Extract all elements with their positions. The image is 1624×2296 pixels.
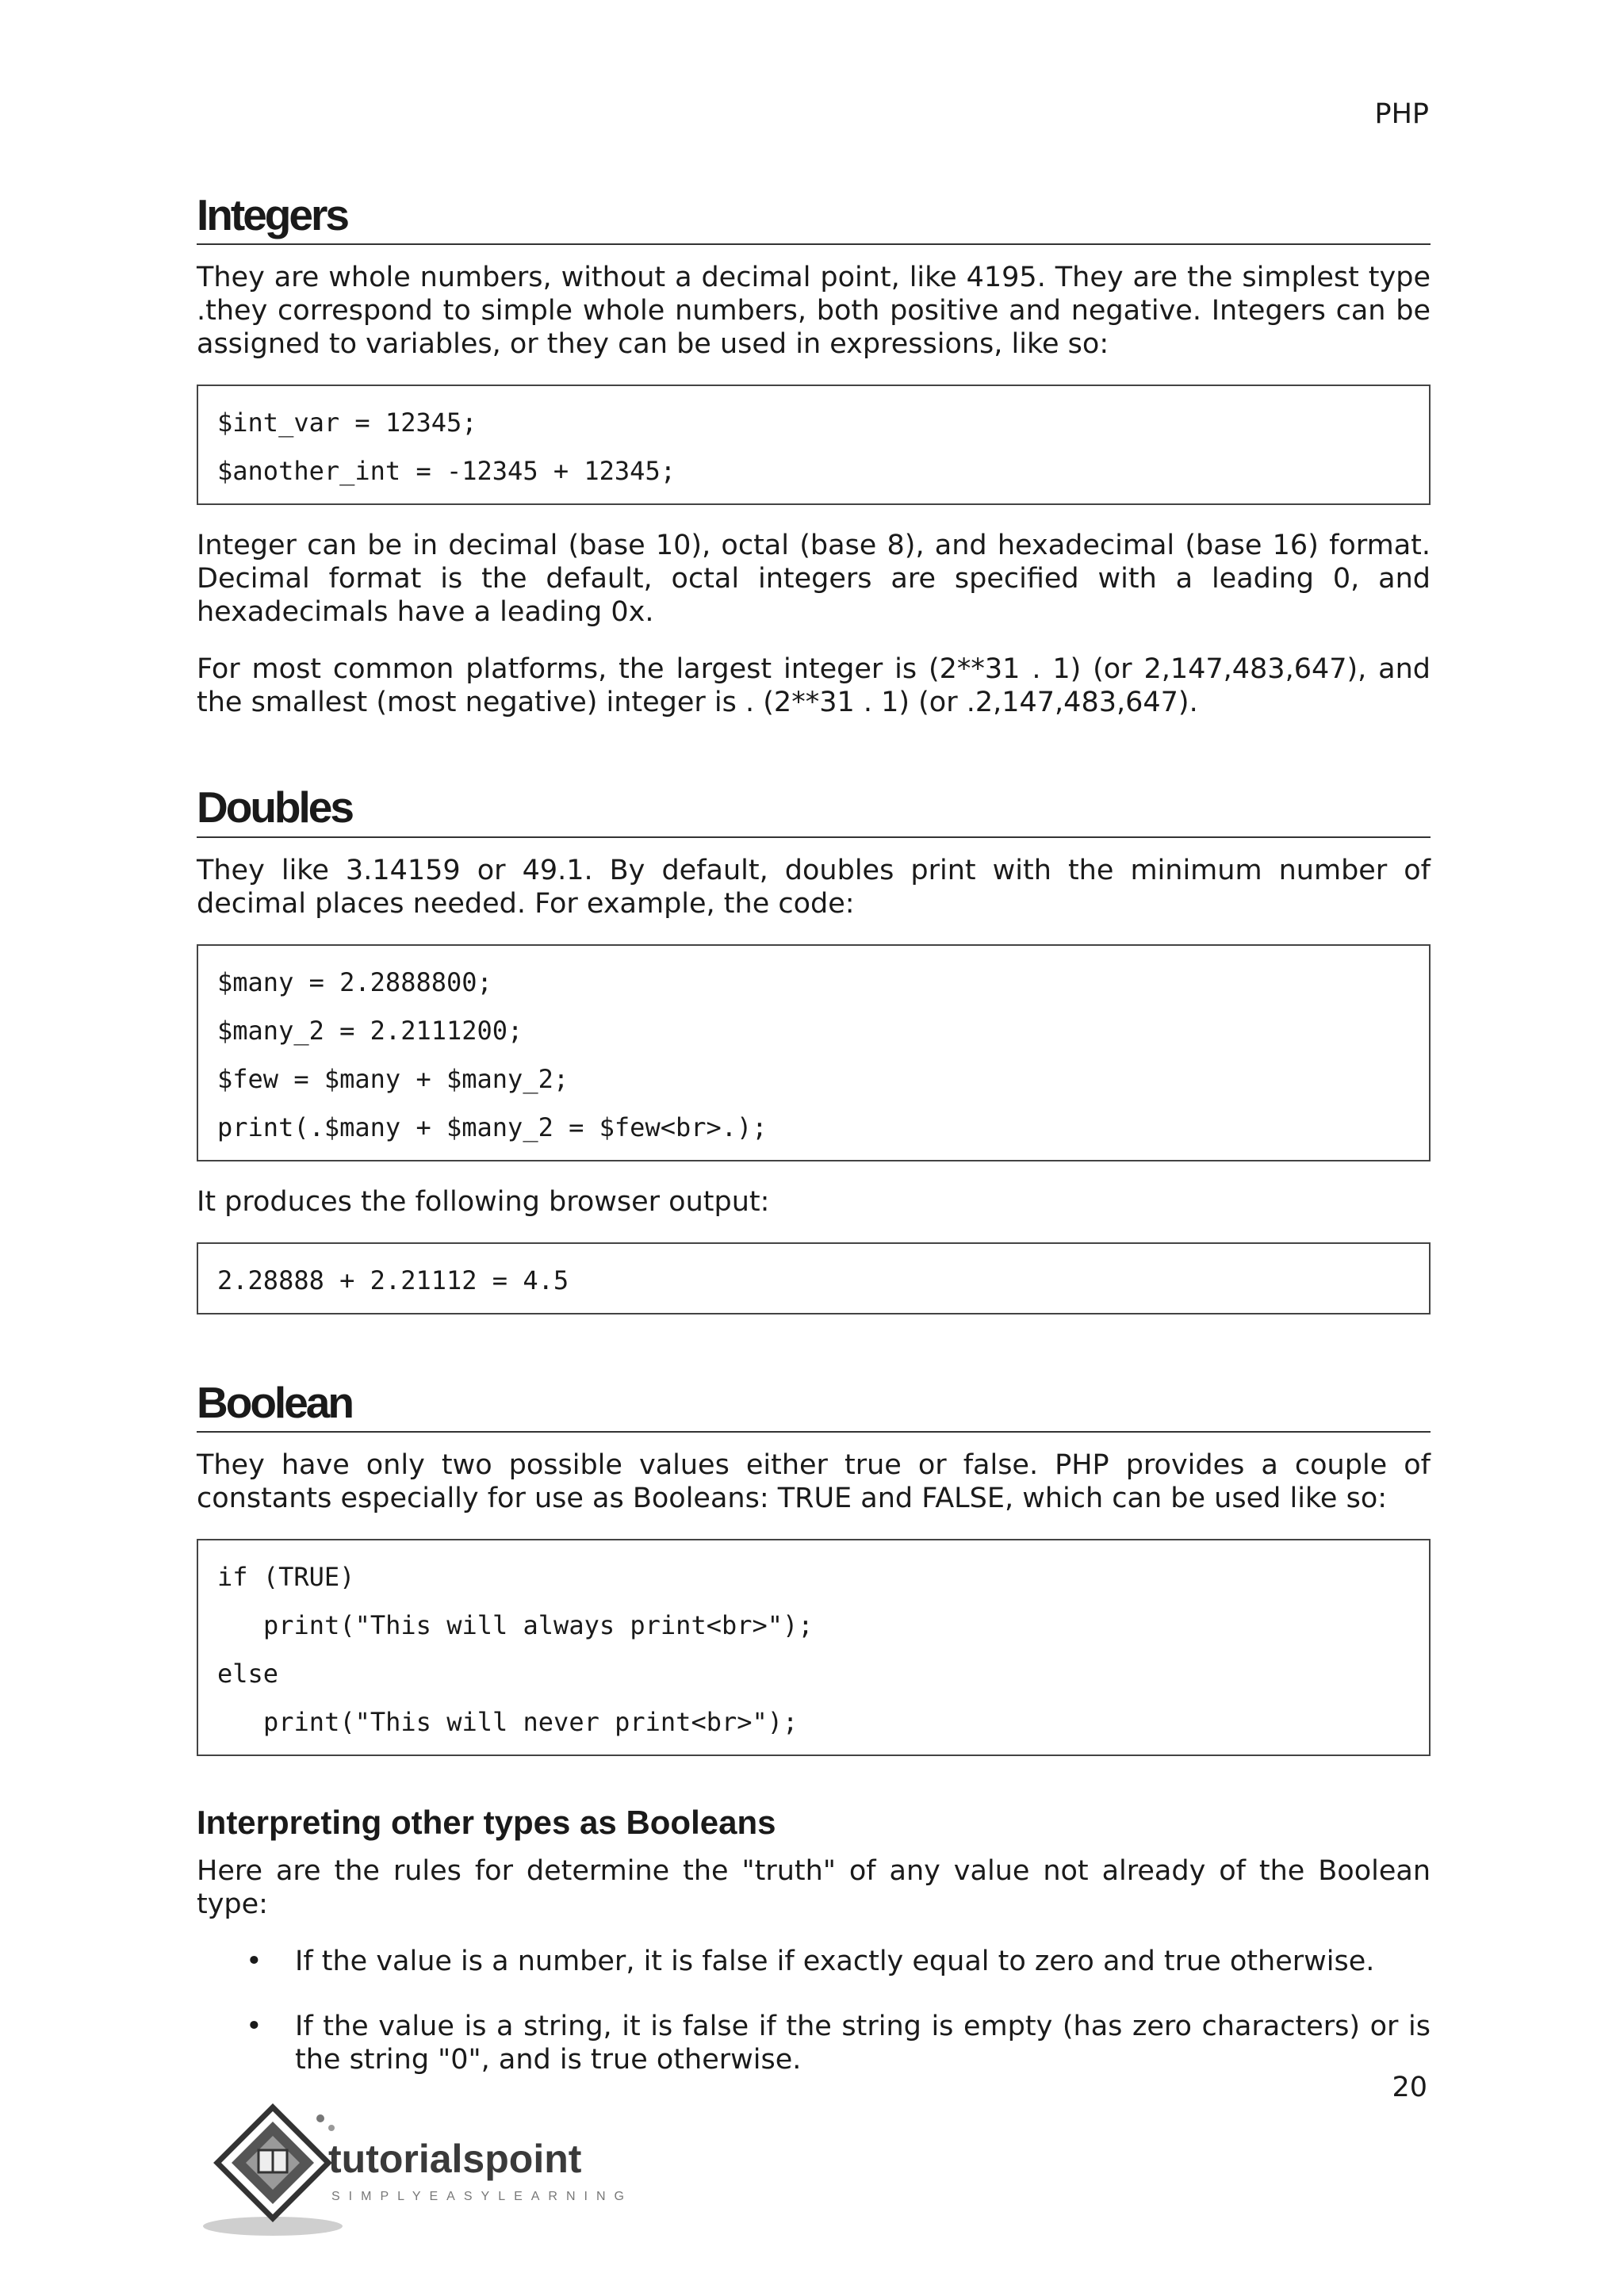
code-line: else <box>217 1658 279 1689</box>
integers-range: For most common platforms, the largest integer is (2**31 . 1) (or 2,147,483,647), and the smallest (most negative) integer is . (2**31 . 1) (or .2,147,483,647). <box>197 653 1431 719</box>
section-title-integers: Integers <box>197 190 1431 245</box>
code-line: if (TRUE) <box>217 1561 355 1592</box>
logo-tagline: SIMPLYEASYLEARNING <box>331 2190 633 2203</box>
code-line: $many = 2.2888800; <box>217 966 492 997</box>
code-block-doubles <box>197 944 1431 1161</box>
code-line: print(.$many + $many_2 = $few<br>.); <box>217 1112 768 1142</box>
code-line: print("This will always print<br>"); <box>263 1609 814 1640</box>
integers-formats: Integer can be in decimal (base 10), octal (base 8), and hexadecimal (base 16) format. Decimal format is the default, octal integers are specified with a leading 0, and hexadecimals have a leading 0x. <box>197 530 1431 629</box>
code-line: $int_var = 12345; <box>217 408 477 438</box>
integers-intro: They are whole numbers, without a decimal point, like 4195. They are the simplest type .they correspond to simple whole numbers, both positive and negative. Integers can be assigned to variables, or they can be used in expressions, like so: <box>197 262 1431 361</box>
section-title-doubles: Doubles <box>197 783 1431 837</box>
code-block-integers <box>197 385 1431 505</box>
list-item-text: If the value is a number, it is false if exactly equal to zero and true otherwise. <box>295 1945 1375 1977</box>
code-block-boolean <box>197 1539 1431 1756</box>
subsection-title: Interpreting other types as Booleans <box>197 1803 776 1841</box>
output-block-doubles <box>197 1242 1431 1314</box>
doubles-output-intro: It produces the following browser output: <box>197 1185 770 1218</box>
list-item <box>197 1945 1431 1978</box>
code-line: $many_2 = 2.2111200; <box>217 1015 523 1046</box>
page-content <box>197 190 1431 2108</box>
output-line: 2.28888 + 2.21112 = 4.5 <box>217 1265 569 1295</box>
doubles-intro: They like 3.14159 or 49.1. By default, doubles print with the minimum number of decimal places needed. For example, the code: <box>197 854 1431 920</box>
list-item <box>197 2010 1431 2076</box>
bullet-icon: • <box>246 2010 262 2042</box>
list-item-text: If the value is a string, it is false if the string is empty (has zero characters) or is the string "0", and is true otherwise. <box>295 2010 1431 2076</box>
rules-intro: Here are the rules for determine the "truth" of any value not already of the Boolean type: <box>197 1854 1431 1920</box>
logo-text: tutorialspoint <box>328 2137 582 2181</box>
boolean-intro: They have only two possible values either true or false. PHP provides a couple of constants especially for use as Booleans: TRUE and FALSE, which can be used like so: <box>197 1448 1431 1514</box>
code-line: $another_int = -12345 + 12345; <box>217 456 676 487</box>
rules-list <box>197 1945 1431 2076</box>
section-title-boolean: Boolean <box>197 1378 1431 1433</box>
bullet-icon: • <box>246 1945 262 1977</box>
code-line: $few = $many + $many_2; <box>217 1063 569 1094</box>
tutorialspoint-logo <box>195 2101 671 2244</box>
running-header: PHP <box>1374 98 1429 130</box>
code-line: print("This will never print<br>"); <box>263 1706 799 1737</box>
page-number: 20 <box>1392 2072 1427 2103</box>
